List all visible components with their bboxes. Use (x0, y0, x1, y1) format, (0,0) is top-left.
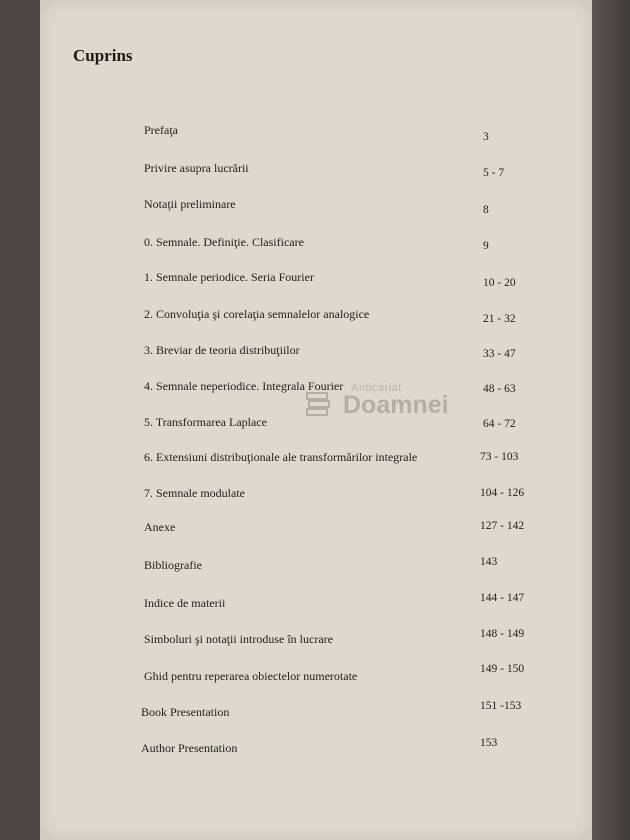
toc-entry-privire: Privire asupra lucrării (144, 161, 249, 175)
toc-entry-book-presentation: Book Presentation (141, 705, 230, 719)
toc-entry-simboluri: Simboluri şi notaţii introduse în lucrare (144, 632, 333, 646)
toc-entry-cap4: 4. Semnale neperiodice. Integrala Fourier (144, 379, 344, 393)
toc-pages-cap0: 9 (483, 240, 489, 252)
toc-pages-cap1: 10 - 20 (483, 277, 516, 289)
toc-pages-book-presentation: 151 -153 (480, 700, 522, 712)
watermark (335, 382, 455, 422)
book-stack-icon (305, 390, 331, 420)
toc-pages-ghid: 149 - 150 (480, 663, 525, 675)
toc-entry-cap5: 5. Transformarea Laplace (144, 415, 267, 429)
toc-pages-cap5: 64 - 72 (483, 418, 516, 430)
toc-pages-cap6: 73 - 103 (480, 451, 519, 463)
toc-pages-bibliografie: 143 (480, 556, 498, 568)
watermark-main-text: Doamnei (343, 391, 449, 419)
toc-entry-indice: Indice de materii (144, 596, 226, 610)
toc-pages-simboluri: 148 - 149 (480, 628, 525, 640)
toc-entry-cap0: 0. Semnale. Definiţie. Clasificare (144, 235, 304, 249)
toc-entry-ghid: Ghid pentru reperarea obiectelor numerotate (144, 669, 358, 683)
toc-pages-author-presentation: 153 (480, 737, 498, 749)
toc-pages-privire: 5 - 7 (483, 167, 505, 179)
toc-entry-anexe: Anexe (144, 520, 176, 534)
toc-pages-notatii: 8 (483, 204, 489, 216)
toc-entry-bibliografie: Bibliografie (144, 558, 202, 572)
toc-entry-cap6: 6. Extensiuni distribuţionale ale transformărilor integrale (144, 450, 418, 464)
watermark-top-text: Anticariat (351, 382, 402, 394)
toc-pages-indice: 144 - 147 (480, 592, 525, 604)
page-title: Cuprins (73, 46, 133, 65)
toc-pages-prefata: 3 (483, 131, 489, 143)
toc-pages-cap4: 48 - 63 (483, 383, 516, 395)
background-edge (592, 0, 630, 840)
toc-pages-anexe: 127 - 142 (480, 520, 525, 532)
toc-entry-cap2: 2. Convoluţia şi corelaţia semnalelor analogice (144, 307, 370, 321)
toc-pages-cap3: 33 - 47 (483, 348, 516, 360)
toc-entry-author-presentation: Author Presentation (141, 741, 238, 755)
book-page (40, 0, 592, 840)
toc-pages-cap7: 104 - 126 (480, 487, 525, 499)
toc-entry-notatii: Notaţii preliminare (144, 197, 236, 211)
toc-entry-cap7: 7. Semnale modulate (144, 486, 245, 500)
toc-entry-prefata: Prefaţa (144, 123, 178, 137)
toc-pages-cap2: 21 - 32 (483, 313, 516, 325)
toc-entry-cap3: 3. Breviar de teoria distribuţiilor (144, 343, 300, 357)
toc-entry-cap1: 1. Semnale periodice. Seria Fourier (144, 270, 314, 284)
